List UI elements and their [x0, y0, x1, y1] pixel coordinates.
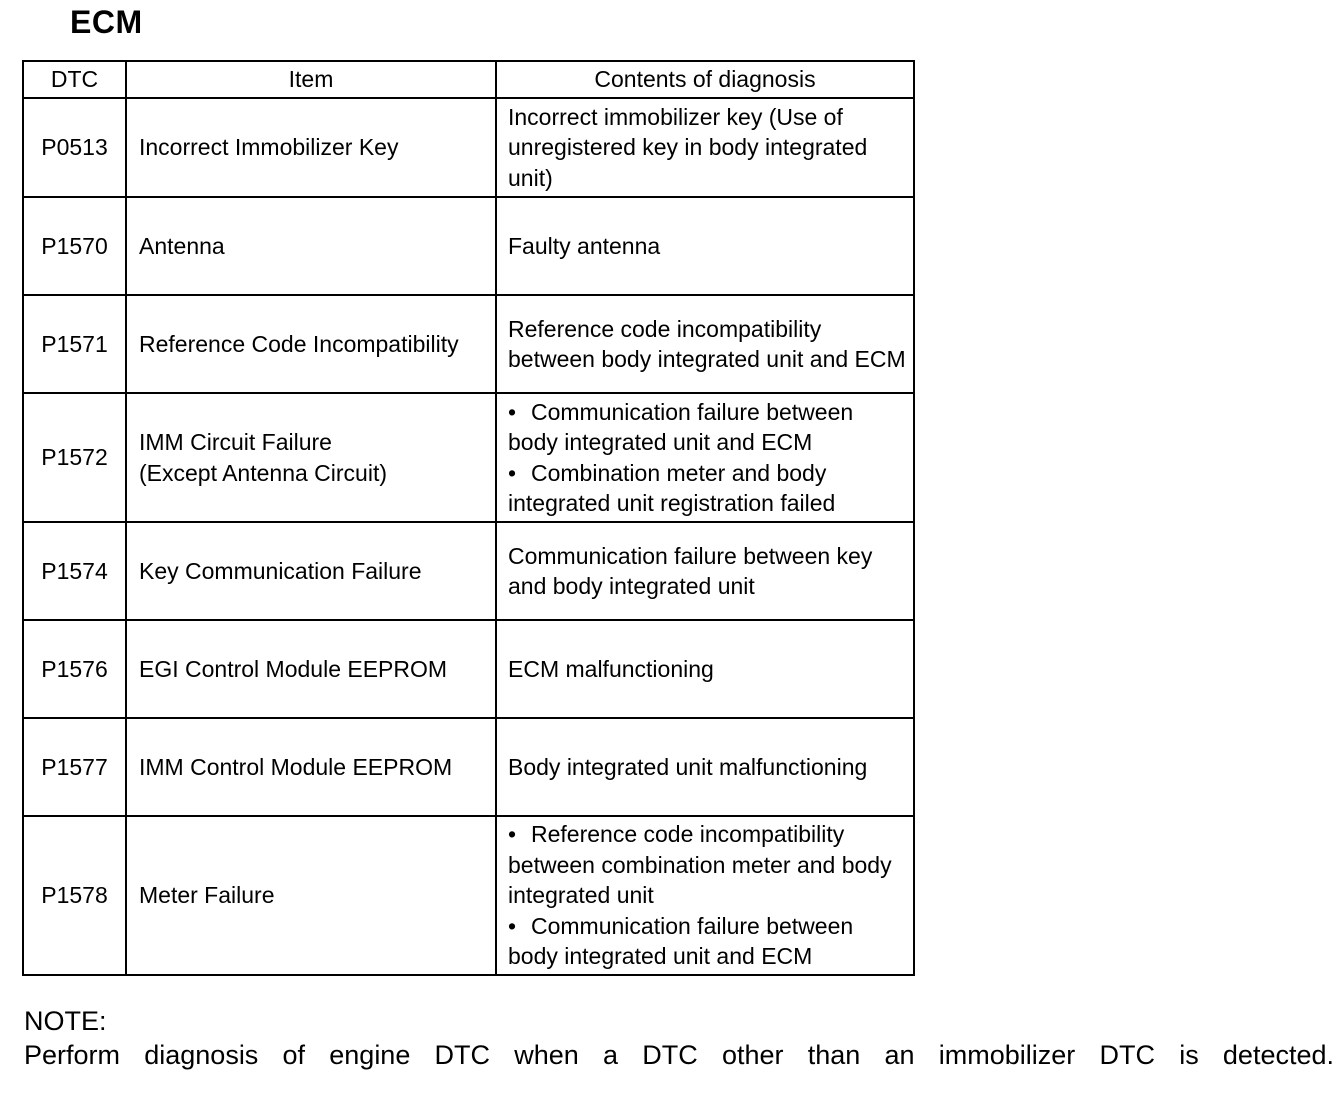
dtc-contents — [496, 816, 914, 975]
bullet-item — [508, 458, 907, 519]
dtc-item-line: IMM Circuit Failure — [139, 429, 332, 455]
bullet-item — [508, 911, 907, 972]
contents-text: ECM malfunctioning — [508, 655, 714, 682]
dtc-contents — [496, 197, 914, 295]
column-header-contents: Contents of diagnosis — [496, 61, 914, 98]
dtc-contents — [496, 718, 914, 816]
dtc-code: P1578 — [23, 816, 126, 975]
dtc-item-line: Incorrect Immobilizer Key — [139, 134, 399, 161]
dtc-item — [126, 393, 496, 522]
dtc-item — [126, 197, 496, 295]
dtc-item — [126, 620, 496, 718]
bullet-icon: • — [508, 398, 517, 425]
table-row — [23, 295, 914, 393]
column-header-item: Item — [126, 61, 496, 98]
dtc-item — [126, 98, 496, 197]
dtc-item — [126, 718, 496, 816]
contents-text: Faulty antenna — [508, 232, 661, 259]
dtc-contents — [496, 295, 914, 393]
contents-text: Reference code incompatibility between body integrated unit and ECM — [508, 315, 906, 372]
table-row — [23, 816, 914, 975]
table-row — [23, 718, 914, 816]
table-row — [23, 522, 914, 620]
contents-text: Body integrated unit malfunctioning — [508, 753, 868, 780]
bullet-icon: • — [508, 912, 517, 939]
bullet-text: Communication failure between body integrated unit and ECM — [508, 398, 854, 455]
dtc-item-line: Reference Code Incompatibility — [139, 330, 459, 357]
dtc-item — [126, 816, 496, 975]
note-text: Perform diagnosis of engine DTC when a DTC other than an immobilizer DTC is detected. — [24, 1040, 1334, 1070]
dtc-item-line: Antenna — [139, 232, 225, 259]
dtc-code: P1576 — [23, 620, 126, 718]
dtc-contents — [496, 522, 914, 620]
table-row — [23, 197, 914, 295]
bullet-icon: • — [508, 821, 517, 848]
dtc-item-line: (Except Antenna Circuit) — [139, 459, 388, 486]
contents-text: Incorrect immobilizer key (Use of unregistered key in body integrated unit) — [508, 103, 868, 191]
table-row — [23, 620, 914, 718]
table-row — [23, 393, 914, 522]
bullet-text: Reference code incompatibility between combination meter and body integrated unit — [508, 821, 892, 909]
dtc-code: P0513 — [23, 98, 126, 197]
dtc-code: P1571 — [23, 295, 126, 393]
note-label: NOTE: — [24, 1006, 107, 1036]
dtc-contents — [496, 620, 914, 718]
dtc-item-line: EGI Control Module EEPROM — [139, 655, 448, 682]
dtc-item — [126, 522, 496, 620]
dtc-item — [126, 295, 496, 393]
dtc-item-line: IMM Control Module EEPROM — [139, 753, 453, 780]
bullet-item — [508, 397, 907, 458]
bullet-icon: • — [508, 459, 517, 486]
dtc-contents — [496, 98, 914, 197]
bullet-text: Combination meter and body integrated unit registration failed — [508, 459, 836, 516]
note-section — [24, 1004, 1334, 1072]
column-header-dtc: DTC — [23, 61, 126, 98]
table-row — [23, 98, 914, 197]
dtc-code: P1577 — [23, 718, 126, 816]
dtc-code: P1572 — [23, 393, 126, 522]
dtc-code: P1574 — [23, 522, 126, 620]
page-title: ECM — [70, 4, 143, 40]
bullet-item — [508, 819, 907, 911]
table-header-row — [23, 61, 914, 98]
dtc-code: P1570 — [23, 197, 126, 295]
contents-text: Communication failure between key and body integrated unit — [508, 542, 873, 599]
dtc-contents — [496, 393, 914, 522]
dtc-item-line: Key Communication Failure — [139, 557, 422, 584]
bullet-text: Communication failure between body integrated unit and ECM — [508, 912, 854, 970]
dtc-item-line: Meter Failure — [139, 882, 275, 909]
dtc-table — [22, 60, 915, 976]
